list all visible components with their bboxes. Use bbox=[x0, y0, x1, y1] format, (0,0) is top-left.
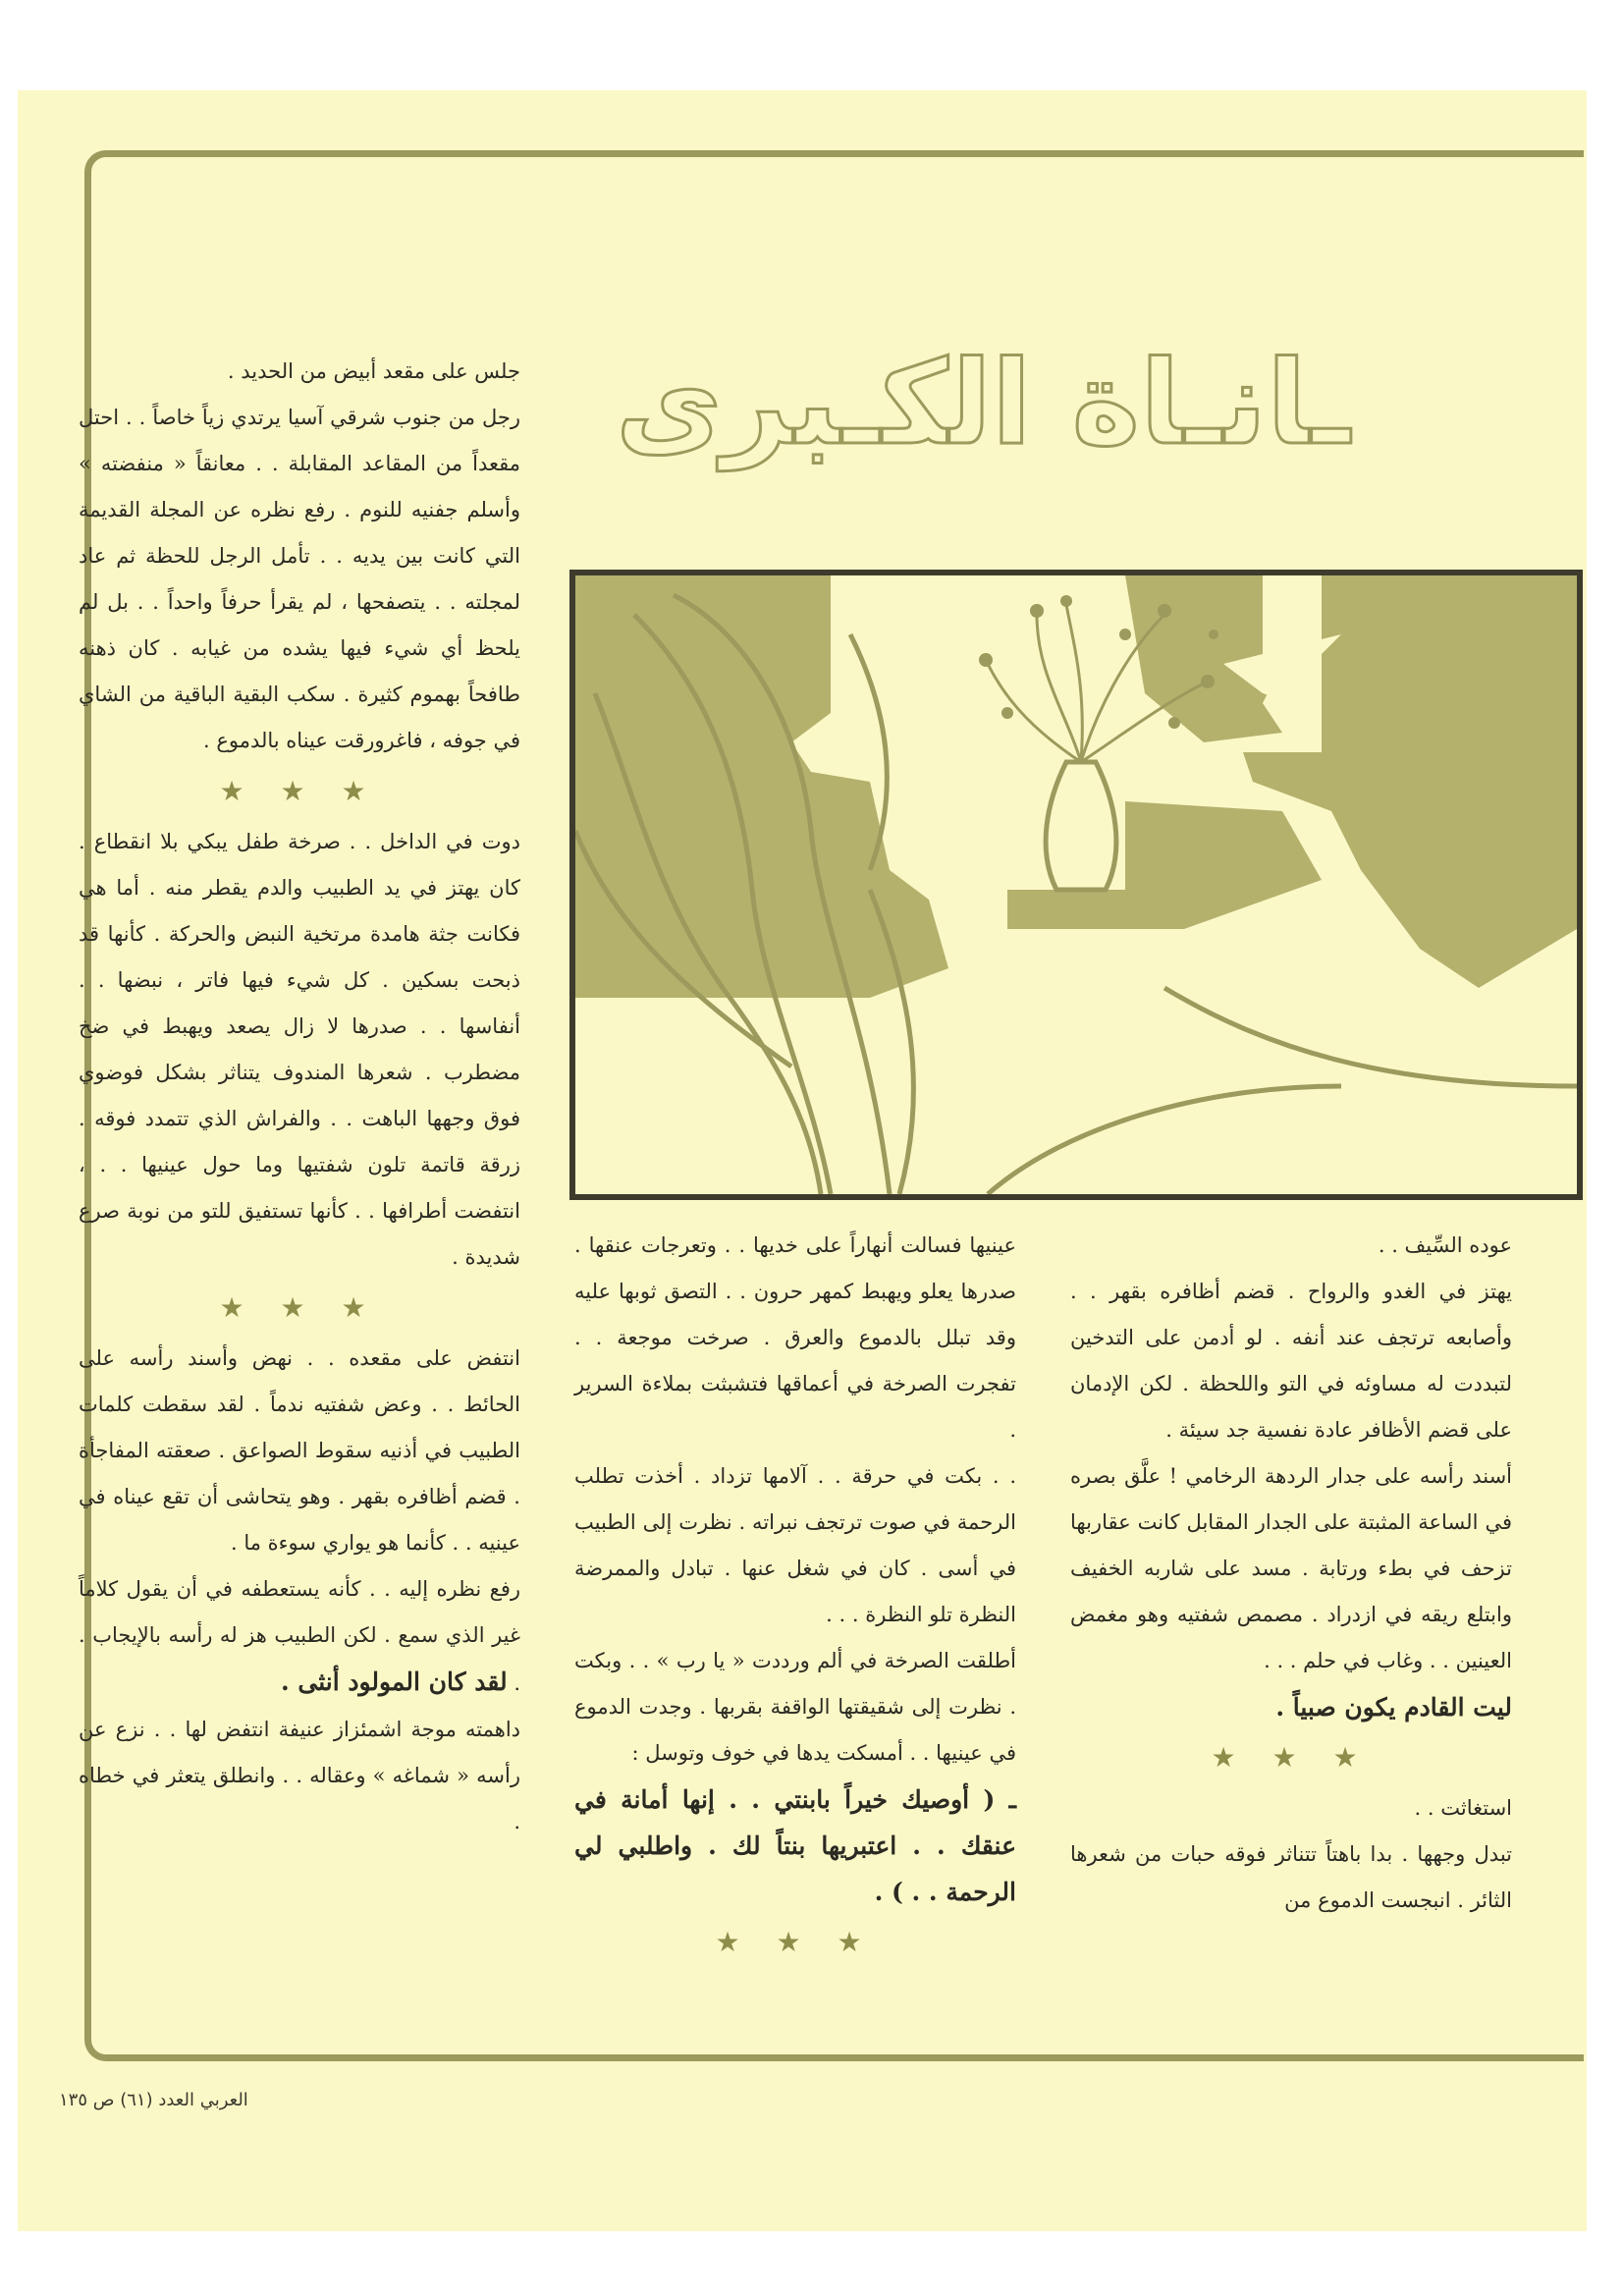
paragraph: استغاثت . . bbox=[1414, 1796, 1512, 1820]
bold-quote: لقد كان المولود أنثى . bbox=[280, 1667, 508, 1696]
section-divider-stars: ★ ★ ★ bbox=[1211, 1741, 1372, 1774]
paragraph: . . بكت في حرقة . . آلامها تزداد . أخذت تطلب الرحمة في صوت ترتجف نبراته . نظرت إلى الطبيب في أسى . كان في شغل عنها . تبادل والممرضة النظرة تلو النظرة . . . bbox=[574, 1464, 1016, 1626]
paragraph: داهمته موجة اشمئزاز عنيفة انتفض لها . . نزع عن رأسه « شماغه » وعقاله . . وانطلق يتعثر في خطاه . bbox=[79, 1718, 520, 1833]
section-divider-stars: ★ ★ ★ bbox=[219, 775, 380, 807]
illustration-svg bbox=[575, 575, 1577, 1194]
paragraph: يهتز في الغدو والرواح . قضم أظافره بقهر . . وأصابعه ترتجف عند أنفه . لو أدمن على التدخين لتبددت له مساوئه في التو واللحظة . لكن الإدمان على قضم الأظافر عادة نفسية جد سيئة . bbox=[1070, 1280, 1512, 1442]
column-left bbox=[1070, 1223, 1512, 1924]
illustration-woman-vase bbox=[569, 570, 1583, 1200]
paragraph: أسند رأسه على جدار الردهة الرخامي ! علَّق بصره في الساعة المثبتة على الجدار المقابل كانت عقاربها تزحف في بطء ورتابة . مسد على شاربه الخفيف وابتلع ريقه في ازدراد . مصمص شفتيه وهو مغمض العينين . . وغاب في حلم . . . bbox=[1070, 1464, 1512, 1672]
page-footer: العربي العدد (٦١) ص ١٣٥ bbox=[59, 2090, 248, 2110]
section-divider-stars: ★ ★ ★ bbox=[715, 1926, 876, 1958]
paragraph bbox=[79, 1566, 520, 1707]
paragraph: رجل من جنوب شرقي آسيا يرتدي زياً خاصاً . . احتل مقعداً من المقاعد المقابلة . . معانقاً « منفضته » وأسلم جفنيه للنوم . رفع نظره عن المجلة القديمة التي كانت بين يديه . . تأمل الرجل للحظة ثم عاد لمجلته . . يتصفحها ، لم يقرأ حرفاً واحداً . . بل لم يلحظ أي شيء فيها يشده من غيابه . كان ذهنه طافحاً بهموم كثيرة . سكب البقية الباقية من الشاي في جوفه ، فاغرورقت عيناه بالدموع . bbox=[79, 406, 520, 752]
paragraph: عوده السِّيف . . bbox=[1378, 1233, 1512, 1257]
paragraph: عينيها فسالت أنهاراً على خديها . . وتعرجات عنقها . صدرها يعلو ويهبط كمهر حرون . . التصق ثوبها عليه وقد تبلل بالدموع والعرق . صرخت موجعة . . تفجرت الصرخة في أعماقها فتشبثت بملاءة السرير . bbox=[574, 1233, 1016, 1442]
bold-quote: ـ ( أوصيك خيراً بابنتي . . إنها أمانة في عنقك . . اعتبريها بنتاً لك . واطلبي لي الرحمة . . ) . bbox=[574, 1785, 1016, 1906]
paragraph: أطلقت الصرخة في ألم ورددت « يا رب » . . وبكت . نظرت إلى شقيقتها الواقفة بقربها . وجدت الدموع في عينيها . . أمسكت يدها في خوف وتوسل : bbox=[574, 1649, 1016, 1765]
paragraph: جلس على مقعد أبيض من الحديد . bbox=[227, 359, 520, 383]
article-title: ـانـاة الكـبرى bbox=[616, 335, 1350, 470]
section-divider-stars: ★ ★ ★ bbox=[219, 1291, 380, 1324]
paragraph: تبدل وجهها . بدا باهتاً تتناثر فوقه حبات من شعرها الثائر . انبجست الدموع من bbox=[1070, 1842, 1512, 1912]
column-right-top bbox=[79, 349, 520, 1845]
column-middle bbox=[574, 1223, 1016, 1970]
bold-quote: ليت القادم يكون صبياً . bbox=[1275, 1693, 1512, 1722]
paragraph: دوت في الداخل . . صرخة طفل يبكي بلا انقطاع . كان يهتز في يد الطبيب والدم يقطر منه . أما هي فكانت جثة هامدة مرتخية النبض والحركة . كأنها قد ذبحت بسكين . كل شيء فيها فاتر ، نبضها . . أنفاسها . . صدرها لا زال يصعد ويهبط في ضخ مضطرب . شعرها المندوف يتناثر بشكل فوضوي فوق وجهها الباهت . . والفراش الذي تتمدد فوقه . زرقة قاتمة تلون شفتيها وما حول عينيها . . ، انتفضت أطرافها . . كأنها تستفيق للتو من نوبة صرع شديدة . bbox=[79, 830, 520, 1269]
text-span: رفع نظره إليه . . كأنه يستعطفه في أن يقول كلاماً غير الذي سمع . لكن الطبيب هز له رأسه بالإيجاب . . bbox=[79, 1577, 520, 1695]
paragraph: انتفض على مقعده . . نهض وأسند رأسه على الحائط . . وعض شفتيه ندماً . لقد سقطت كلمات الطبيب في أذنيه سقوط الصواعق . صعقته المفاجأة . قضم أظافره بقهر . وهو يتحاشى أن تقع عيناه في عينيه . . كأنما هو يواري سوءة ما . bbox=[79, 1346, 520, 1555]
